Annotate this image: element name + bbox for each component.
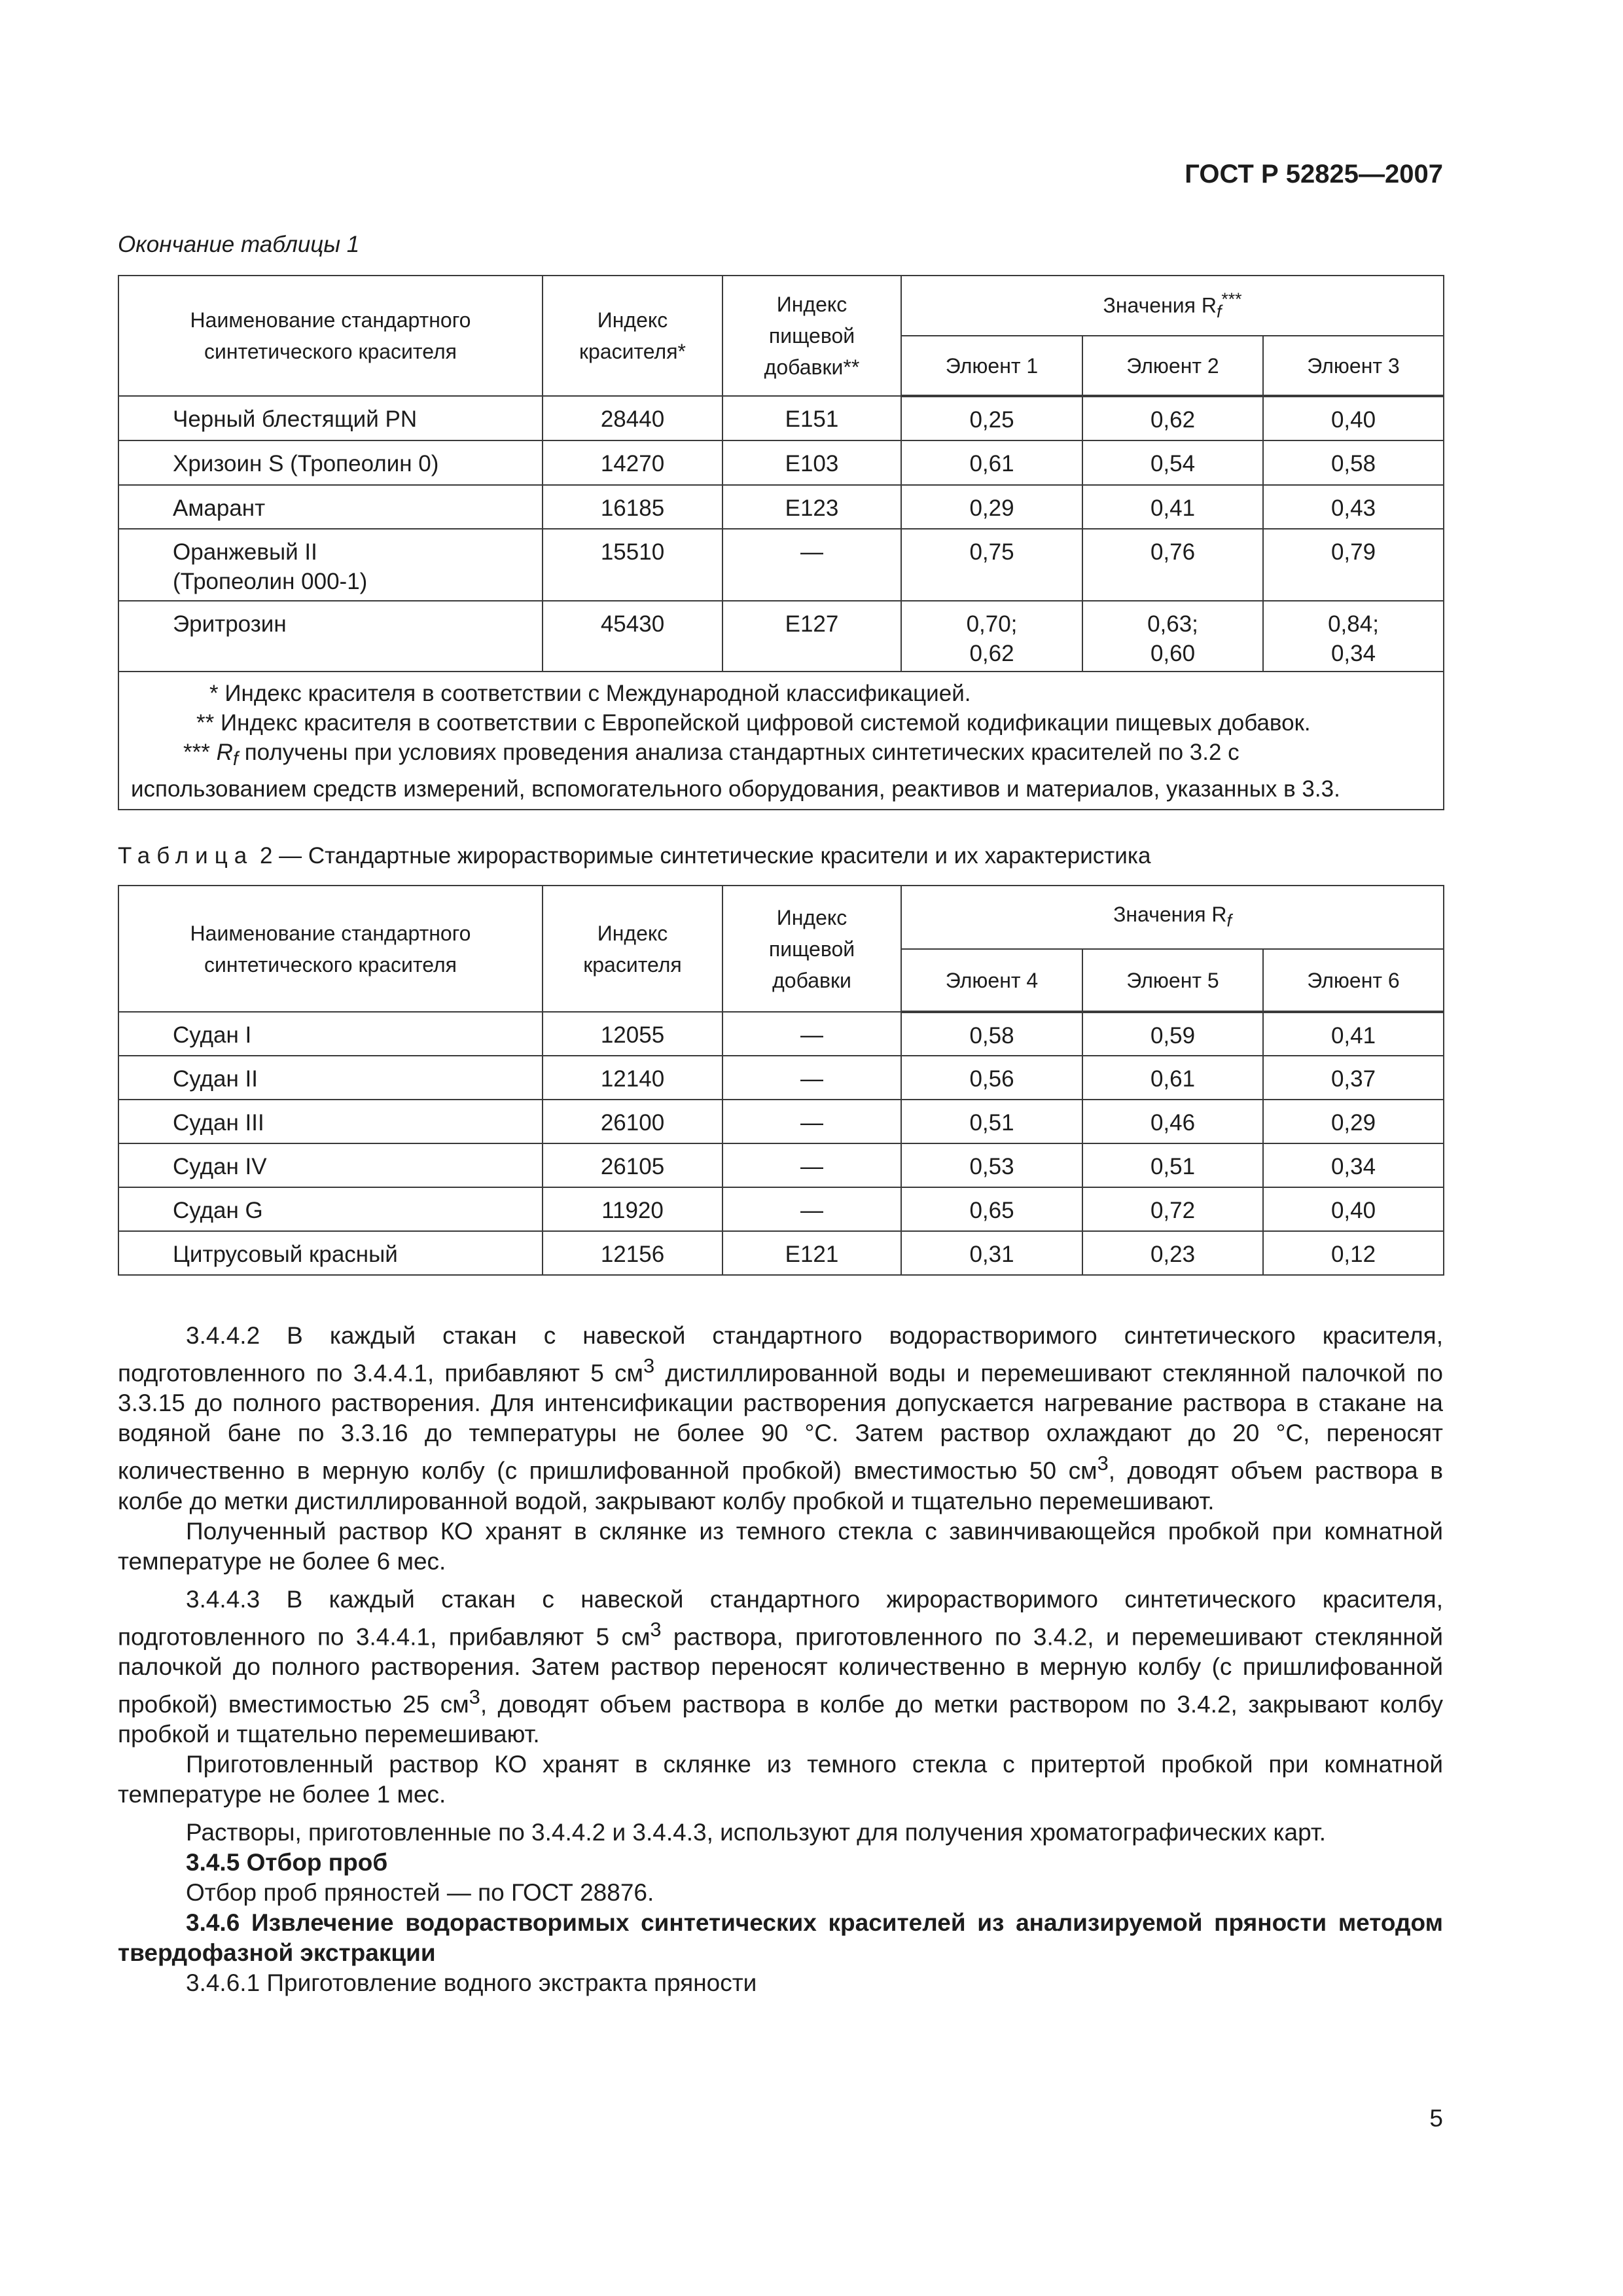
table-row bbox=[118, 396, 1444, 440]
t2-header-rf bbox=[901, 886, 1444, 949]
dye-name: Судан G bbox=[118, 1187, 543, 1231]
rf-value bbox=[1082, 601, 1263, 672]
table1-notes bbox=[118, 672, 1444, 810]
dye-name: Цитрусовый красный bbox=[118, 1231, 543, 1275]
page-number: 5 bbox=[1429, 2105, 1443, 2132]
dye-name: Эритрозин bbox=[118, 601, 543, 672]
rf-value: 0,12 bbox=[1263, 1231, 1444, 1275]
rf-value: 0,54 bbox=[1082, 440, 1263, 485]
t2-header-eluent-4: Элюент 4 bbox=[901, 949, 1082, 1012]
rf-value: 0,76 bbox=[1082, 529, 1263, 601]
food-index: E103 bbox=[722, 440, 901, 485]
rf-value: 0,75 bbox=[901, 529, 1082, 601]
table-row bbox=[118, 1056, 1444, 1100]
rf-value: 0,51 bbox=[901, 1100, 1082, 1143]
paragraph-storage-2: Приготовленный раствор КО хранят в склянке из темного стекла с притертой пробкой при комнатной температуре не более 1 мес. bbox=[118, 1751, 1443, 1808]
rf-value bbox=[1263, 601, 1444, 672]
dye-index: 12156 bbox=[543, 1231, 722, 1275]
text-run: , доводят объем раствора в колбе до метки дистиллированной водой, закрывают колбу пробкой и тщательно перемешивают. bbox=[118, 1457, 1443, 1515]
dye-name: Амарант bbox=[118, 485, 543, 529]
rf-value-line: 0,63; bbox=[1147, 611, 1198, 637]
rf-value: 0,79 bbox=[1263, 529, 1444, 601]
dye-index: 11920 bbox=[543, 1187, 722, 1231]
rf-value: 0,72 bbox=[1082, 1187, 1263, 1231]
paragraph-storage-1: Полученный раствор КО хранят в склянке из темного стекла с завинчивающейся пробкой при комнатной температуре не более 6 мес. bbox=[118, 1517, 1443, 1575]
table-row bbox=[118, 440, 1444, 485]
note-3 bbox=[131, 738, 1430, 774]
food-index: — bbox=[722, 1143, 901, 1187]
t1-rf-sub: f bbox=[1216, 302, 1222, 322]
dye-name-line: (Тропеолин 000-1) bbox=[173, 569, 368, 594]
rf-value: 0,43 bbox=[1263, 485, 1444, 529]
note-3-continuation: использованием средств измерений, вспомогательного оборудования, реактивов и материалов, указанных в 3.3. bbox=[131, 776, 1340, 802]
dye-index: 16185 bbox=[543, 485, 722, 529]
t2-rf-prefix: Значения R bbox=[1113, 902, 1227, 926]
rf-value: 0,61 bbox=[1082, 1056, 1263, 1100]
rf-value-line: 0,60 bbox=[1150, 641, 1196, 666]
table-row bbox=[118, 1143, 1444, 1187]
rf-value-line: 0,70; bbox=[966, 611, 1018, 637]
t1-header-food-index: Индекс пищевой добавки** bbox=[722, 276, 901, 396]
rf-value: 0,40 bbox=[1263, 1187, 1444, 1231]
dye-index: 45430 bbox=[543, 601, 722, 672]
dye-index: 12140 bbox=[543, 1056, 722, 1100]
dye-name: Судан I bbox=[118, 1012, 543, 1056]
food-index: E151 bbox=[722, 396, 901, 440]
note-3-symbol: R bbox=[216, 740, 233, 765]
t2-header-name: Наименование стандартного синтетического красителя bbox=[118, 886, 543, 1012]
rf-value: 0,37 bbox=[1263, 1056, 1444, 1100]
section-heading-3-4-5: 3.4.5 Отбор проб bbox=[186, 1849, 388, 1876]
note-2: ** Индекс красителя в соответствии с Европейской цифровой системой кодификации пищевых добавок. bbox=[196, 710, 1311, 736]
table1-notes-row bbox=[118, 672, 1444, 810]
paragraph-3-4-4-3 bbox=[118, 1585, 1443, 1750]
text-run: 3.4.4.2 В каждый стакан с навеской стандартного водорастворимого синтетического красителя, подготовленного по 3.4.4.1, прибавляют 5 см bbox=[118, 1322, 1443, 1387]
dye-index: 26105 bbox=[543, 1143, 722, 1187]
rf-value: 0,58 bbox=[1263, 440, 1444, 485]
t1-header-name: Наименование стандартного синтетического красителя bbox=[118, 276, 543, 396]
dye-index: 14270 bbox=[543, 440, 722, 485]
food-index: E121 bbox=[722, 1231, 901, 1275]
rf-value bbox=[901, 601, 1082, 672]
t1-rf-sup: *** bbox=[1221, 289, 1242, 310]
paragraph-3-4-4-2 bbox=[118, 1321, 1443, 1516]
table-row bbox=[118, 1012, 1444, 1056]
rf-value: 0,51 bbox=[1082, 1143, 1263, 1187]
rf-value: 0,58 bbox=[901, 1012, 1082, 1056]
rf-value: 0,62 bbox=[1082, 396, 1263, 440]
note-3-subscript: f bbox=[232, 749, 238, 770]
rf-value: 0,61 bbox=[901, 440, 1082, 485]
table-row bbox=[118, 529, 1444, 601]
superscript: 3 bbox=[469, 1685, 480, 1708]
food-index: E127 bbox=[722, 601, 901, 672]
dye-index: 15510 bbox=[543, 529, 722, 601]
rf-value: 0,46 bbox=[1082, 1100, 1263, 1143]
document-header: ГОСТ Р 52825—2007 bbox=[1185, 160, 1443, 188]
text-run: , доводят объем раствора в колбе до метки раствором по 3.4.2, закрывают колбу пробкой и тщательно перемешивают. bbox=[118, 1691, 1444, 1748]
superscript: 3 bbox=[650, 1617, 662, 1641]
rf-value: 0,59 bbox=[1082, 1012, 1263, 1056]
food-index: E123 bbox=[722, 485, 901, 529]
table-row bbox=[118, 1100, 1444, 1143]
dye-name: Черный блестящий PN bbox=[118, 396, 543, 440]
table2-caption bbox=[118, 843, 1150, 869]
dye-name bbox=[118, 529, 543, 601]
text-run: раствора, приготовленного по 3.4.2, и перемешивают стеклянной палочкой до полного растворения. Затем раствор переносят количественно в мерную колбу (с пришлифованной пробкой) вместимостью 25 см bbox=[118, 1623, 1443, 1718]
t2-header-eluent-5: Элюент 5 bbox=[1082, 949, 1263, 1012]
note-3-text: получены при условиях проведения анализа стандартных синтетических красителей по 3.2 с bbox=[244, 740, 1240, 765]
food-index: — bbox=[722, 1056, 901, 1100]
dye-name: Хризоин S (Тропеолин 0) bbox=[118, 440, 543, 485]
superscript: 3 bbox=[643, 1354, 655, 1377]
paragraph-solutions: Растворы, приготовленные по 3.4.4.2 и 3.4.4.3, используют для получения хроматографических карт. bbox=[186, 1819, 1327, 1846]
table2-caption-title: 2 — Стандартные жирорастворимые синтетические красители и их характеристика bbox=[253, 843, 1151, 869]
rf-value: 0,65 bbox=[901, 1187, 1082, 1231]
rf-value: 0,29 bbox=[1263, 1100, 1444, 1143]
rf-value: 0,25 bbox=[901, 396, 1082, 440]
t2-header-index: Индекс красителя bbox=[543, 886, 722, 1012]
rf-value: 0,56 bbox=[901, 1056, 1082, 1100]
food-index: — bbox=[722, 1012, 901, 1056]
rf-value-line: 0,84; bbox=[1328, 611, 1379, 637]
t1-header-rf bbox=[901, 276, 1444, 336]
body-text bbox=[118, 1321, 1443, 1998]
table-row bbox=[118, 601, 1444, 672]
t1-header-eluent-3: Элюент 3 bbox=[1263, 336, 1444, 396]
table-row bbox=[118, 1231, 1444, 1275]
note-1: * Индекс красителя в соответствии с Международной классификацией. bbox=[209, 681, 971, 706]
dye-name: Судан III bbox=[118, 1100, 543, 1143]
food-index: — bbox=[722, 1187, 901, 1231]
dye-index: 28440 bbox=[543, 396, 722, 440]
t1-header-eluent-1: Элюент 1 bbox=[901, 336, 1082, 396]
rf-value: 0,53 bbox=[901, 1143, 1082, 1187]
note-3-marker: *** bbox=[183, 740, 210, 765]
section-heading-3-4-6: 3.4.6 Извлечение водорастворимых синтетических красителей из анализируемой пряности методом твердофазной экстракции bbox=[118, 1909, 1443, 1967]
t1-header-eluent-2: Элюент 2 bbox=[1082, 336, 1263, 396]
rf-value: 0,31 bbox=[901, 1231, 1082, 1275]
text-run: 3.4.4.3 В каждый стакан с навеской стандартного жирорастворимого синтетического красителя, подготовленного по 3.4.4.1, прибавляют 5 см bbox=[118, 1585, 1443, 1650]
dye-name-line: Оранжевый II bbox=[173, 539, 317, 565]
paragraph-3-4-6-1: 3.4.6.1 Приготовление водного экстракта пряности bbox=[186, 1969, 757, 1997]
food-index: — bbox=[722, 529, 901, 601]
t1-rf-prefix: Значения R bbox=[1103, 294, 1217, 318]
text-run: дистиллированной воды и перемешивают стеклянной палочкой по 3.3.15 до полного растворения. Для интенсификации растворения допускается нагревание раствора в стакане на водяной бане по 3.3.16 до температуры не более 90 °С. Затем раствор охлаждают до 20 °С, переносят количественно в мерную колбу (с пришлифованной пробкой) вместимостью 50 см bbox=[118, 1359, 1443, 1484]
dye-index: 12055 bbox=[543, 1012, 722, 1056]
t2-rf-sub: f bbox=[1226, 910, 1232, 931]
t2-header-food-index: Индекс пищевой добавки bbox=[722, 886, 901, 1012]
food-index: — bbox=[722, 1100, 901, 1143]
table-row bbox=[118, 485, 1444, 529]
rf-value: 0,41 bbox=[1082, 485, 1263, 529]
t1-header-index: Индекс красителя* bbox=[543, 276, 722, 396]
dye-index: 26100 bbox=[543, 1100, 722, 1143]
rf-value: 0,23 bbox=[1082, 1231, 1263, 1275]
rf-value: 0,41 bbox=[1263, 1012, 1444, 1056]
table2 bbox=[118, 885, 1444, 1276]
rf-value-line: 0,62 bbox=[969, 641, 1014, 666]
rf-value: 0,29 bbox=[901, 485, 1082, 529]
superscript: 3 bbox=[1097, 1452, 1109, 1475]
dye-name: Судан IV bbox=[118, 1143, 543, 1187]
paragraph-sampling: Отбор проб пряностей — по ГОСТ 28876. bbox=[186, 1879, 654, 1907]
table2-caption-label: Таблица bbox=[118, 843, 254, 869]
rf-value-line: 0,34 bbox=[1330, 641, 1376, 666]
t2-header-eluent-6: Элюент 6 bbox=[1263, 949, 1444, 1012]
table1 bbox=[118, 275, 1444, 810]
rf-value: 0,34 bbox=[1263, 1143, 1444, 1187]
table1-caption: Окончание таблицы 1 bbox=[118, 232, 360, 257]
rf-value: 0,40 bbox=[1263, 396, 1444, 440]
table-row bbox=[118, 1187, 1444, 1231]
dye-name: Судан II bbox=[118, 1056, 543, 1100]
